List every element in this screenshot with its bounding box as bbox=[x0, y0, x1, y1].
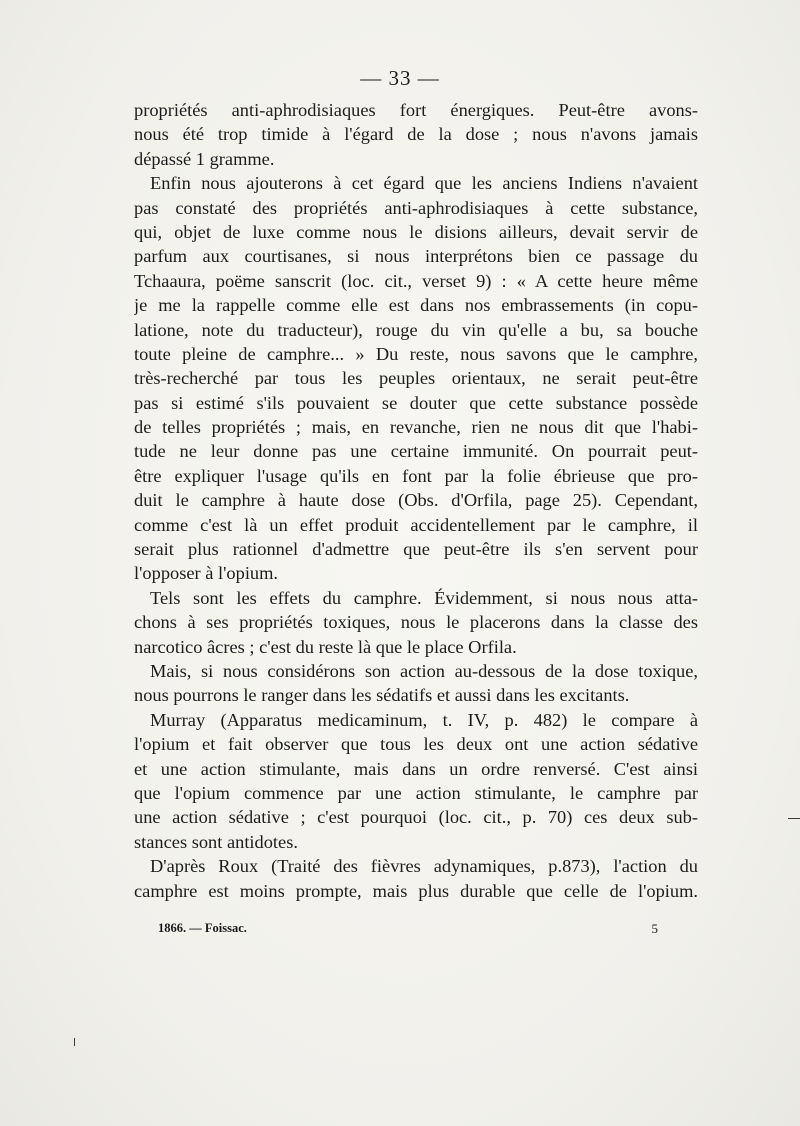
text-line: Mais, si nous considérons son action au-dessous de la dose toxique, bbox=[150, 660, 698, 681]
text-line: l'opium et fait observer que tous les deux ont une action sédative bbox=[134, 734, 698, 755]
margin-mark bbox=[74, 1038, 75, 1046]
text-line: très-recherché par tous les peuples orientaux, ne serait peut-être bbox=[134, 368, 698, 389]
text-line: Murray (Apparatus medicaminum, t. IV, p. 482) le compare à bbox=[150, 709, 698, 730]
text-line: tude ne leur donne pas une certaine immunité. On pourrait peut- bbox=[134, 441, 698, 462]
text-line: propriétés anti-aphrodisiaques fort énergiques. Peut-être avons- bbox=[134, 100, 698, 120]
text-line: parfum aux courtisanes, si nous interprétons bien ce passage du bbox=[134, 246, 698, 267]
text-line: une action sédative ; c'est pourquoi (loc. cit., p. 70) ces deux sub- bbox=[134, 807, 698, 828]
text-line: je me la rappelle comme elle est dans nos embrassements (in copu- bbox=[134, 295, 698, 316]
text-line: duit le camphre à haute dose (Obs. d'Orfila, page 25). Cependant, bbox=[134, 490, 698, 511]
body-text bbox=[134, 98, 698, 903]
text-line: serait plus rationnel d'admettre que peut-être ils s'en servent pour bbox=[134, 539, 698, 560]
margin-mark bbox=[788, 818, 800, 819]
text-line: camphre est moins prompte, mais plus durable que celle de l'opium. bbox=[134, 880, 698, 901]
text-line: nous pourrons le ranger dans les sédatifs et aussi dans les excitants. bbox=[134, 685, 630, 706]
text-line: de telles propriétés ; mais, en revanche, rien ne nous dit que l'habi- bbox=[134, 417, 698, 438]
text-line: dépassé 1 gramme. bbox=[134, 148, 275, 169]
text-line: qui, objet de luxe comme nous le disions ailleurs, devait servir de bbox=[134, 221, 698, 242]
page-number: — 33 — bbox=[360, 66, 440, 90]
text-line: Enfin nous ajouterons à cet égard que les anciens Indiens n'avaient bbox=[150, 173, 698, 194]
text-line: D'après Roux (Traité des fièvres adynamiques, p.873), l'action du bbox=[150, 856, 698, 877]
text-line: être expliquer l'usage qu'ils en font par la folie ébrieuse que pro- bbox=[134, 465, 698, 486]
text-line: comme c'est là un effet produit accidentellement par le camphre, il bbox=[134, 514, 698, 535]
text-line: stances sont antidotes. bbox=[134, 831, 298, 852]
text-line: que l'opium commence par une action stimulante, le camphre par bbox=[134, 782, 698, 803]
text-line: et une action stimulante, mais dans un ordre renversé. C'est ainsi bbox=[134, 758, 698, 779]
text-line: pas si estimé s'ils pouvaient se douter que cette substance possède bbox=[134, 392, 698, 413]
text-line: toute pleine de camphre... » Du reste, nous savons que le camphre, bbox=[134, 343, 698, 364]
sheet-number: 5 bbox=[651, 921, 658, 936]
text-line: Tels sont les effets du camphre. Évidemment, si nous nous atta- bbox=[150, 587, 698, 608]
text-line: nous été trop timide à l'égard de la dose ; nous n'avons jamais bbox=[134, 124, 698, 145]
text-line: pas constaté des propriétés anti-aphrodisiaques à cette substance, bbox=[134, 197, 698, 218]
signature-mark: 1866. — Foissac. bbox=[158, 921, 247, 935]
text-line: latione, note du traducteur), rouge du vin qu'elle a bu, sa bouche bbox=[134, 319, 698, 340]
text-line: Tchaaura, poëme sanscrit (loc. cit., verset 9) : « A cette heure même bbox=[134, 270, 698, 291]
text-line: narcotico âcres ; c'est du reste là que le place Orfila. bbox=[134, 636, 517, 657]
text-line: chons à ses propriétés toxiques, nous le placerons dans la classe des bbox=[134, 612, 698, 633]
text-line: l'opposer à l'opium. bbox=[134, 563, 279, 584]
